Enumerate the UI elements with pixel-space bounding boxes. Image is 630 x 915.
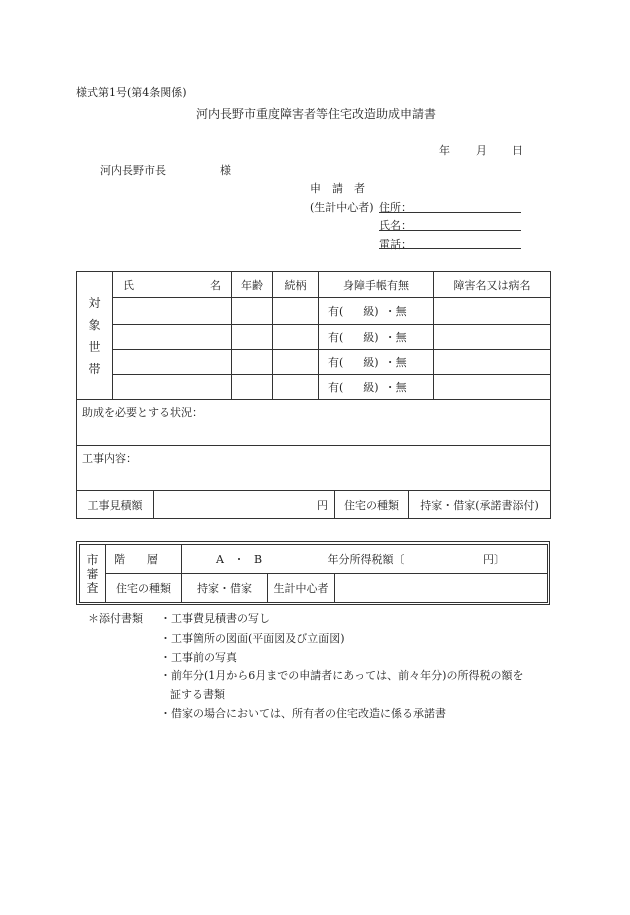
city-review-tier-row	[80, 545, 548, 574]
review-breadwinner-field[interactable]	[335, 574, 548, 603]
application-table	[76, 271, 551, 519]
attachment-item: ・工事費見積書の写し	[160, 612, 270, 625]
income-tax-label: 年分所得税額〔	[327, 553, 405, 566]
situation-label: 助成を必要とする状況：	[82, 406, 203, 419]
date-day-label: 日	[512, 144, 523, 157]
addressee: 河内長野市長	[100, 164, 166, 177]
attachment-item: ・借家の場合においては、所有者の住宅改造に係る承諾書	[160, 707, 446, 720]
housing-type-label: 住宅の種類	[335, 491, 409, 518]
form-title: 河内長野市重度障害者等住宅改造助成申請書	[196, 107, 437, 121]
member-handbook-cell[interactable]: 有( 級) ・無	[319, 325, 434, 350]
income-tax-unit: 円〕	[483, 553, 506, 566]
situation-field[interactable]	[77, 400, 551, 446]
tier-value-b: B	[253, 553, 263, 566]
member-handbook-cell[interactable]: 有( 級) ・無	[319, 298, 434, 325]
tier-label: 階 層	[114, 553, 158, 566]
date-year-label: 年	[439, 144, 450, 157]
member-age-cell[interactable]	[232, 350, 273, 375]
header-disability: 障害名又は病名	[434, 272, 551, 298]
member-relation-cell[interactable]	[273, 350, 319, 375]
address-field[interactable]	[379, 212, 521, 213]
household-row	[77, 298, 551, 325]
member-disability-cell[interactable]	[434, 350, 551, 375]
member-handbook-cell[interactable]: 有( 級) ・無	[319, 375, 434, 400]
name-label: 氏名：	[379, 219, 412, 232]
estimate-row	[77, 491, 551, 519]
member-name-cell[interactable]	[113, 375, 232, 400]
city-review-side-label: 市 審 査	[80, 545, 106, 603]
work-row	[77, 446, 551, 491]
housing-type-options[interactable]: 持家・借家(承諾書添付)	[420, 498, 539, 512]
tier-label-cell	[106, 545, 182, 574]
header-relation: 続柄	[273, 272, 319, 298]
situation-row	[77, 400, 551, 446]
member-disability-cell[interactable]	[434, 375, 551, 400]
date-month-label: 月	[476, 144, 487, 157]
attachment-item: ・前年分(1月から6月までの申請者にあっては、前々年分)の所得税の額を	[160, 669, 524, 682]
review-housing-type-value[interactable]: 持家・借家	[182, 574, 268, 603]
member-age-cell[interactable]	[232, 375, 273, 400]
household-header-row	[77, 272, 551, 298]
phone-field[interactable]	[379, 248, 521, 249]
member-relation-cell[interactable]	[273, 325, 319, 350]
header-name: 氏 名	[113, 272, 232, 298]
member-name-cell[interactable]	[113, 325, 232, 350]
header-handbook: 身障手帳有無	[319, 272, 434, 298]
attachment-item: ・工事前の写真	[160, 651, 237, 664]
header-age: 年齢	[232, 272, 273, 298]
address-label: 住所：	[379, 201, 412, 214]
household-row	[77, 350, 551, 375]
member-disability-cell[interactable]	[434, 298, 551, 325]
attachment-item: ・工事箇所の図面(平面図及び立面図)	[160, 632, 345, 645]
name-field[interactable]	[379, 230, 521, 231]
work-content-field[interactable]	[77, 446, 551, 491]
estimate-unit: 円	[317, 498, 328, 512]
household-side-label: 対 象 世 帯	[77, 272, 113, 400]
review-housing-type-label: 住宅の種類	[106, 574, 182, 603]
phone-label: 電話：	[379, 238, 412, 251]
city-review-table	[79, 544, 548, 603]
work-content-label: 工事内容：	[82, 452, 137, 465]
member-relation-cell[interactable]	[273, 375, 319, 400]
city-review-housing-row	[80, 574, 548, 603]
form-number: 様式第1号(第4条関係)	[76, 86, 187, 99]
addressee-suffix: 様	[220, 164, 231, 177]
member-relation-cell[interactable]	[273, 298, 319, 325]
member-age-cell[interactable]	[232, 325, 273, 350]
member-handbook-cell[interactable]: 有( 級) ・無	[319, 350, 434, 375]
applicant-role: (生計中心者)	[310, 201, 374, 214]
member-name-cell[interactable]	[113, 350, 232, 375]
member-disability-cell[interactable]	[434, 325, 551, 350]
attachment-item-continued: 証する書類	[170, 688, 225, 701]
estimate-amount-field[interactable]	[154, 491, 335, 518]
tier-value-a: A	[216, 553, 224, 566]
household-row	[77, 325, 551, 350]
tier-income-cell[interactable]: A ・ B 年分所得税額〔 円〕	[182, 545, 548, 574]
household-row	[77, 375, 551, 400]
estimate-label: 工事見積額	[77, 491, 154, 518]
applicant-heading: 申 請 者	[310, 182, 365, 195]
review-breadwinner-label: 生計中心者	[268, 574, 335, 603]
member-age-cell[interactable]	[232, 298, 273, 325]
attachments-label: ＊添付書類	[88, 612, 143, 625]
member-name-cell[interactable]	[113, 298, 232, 325]
